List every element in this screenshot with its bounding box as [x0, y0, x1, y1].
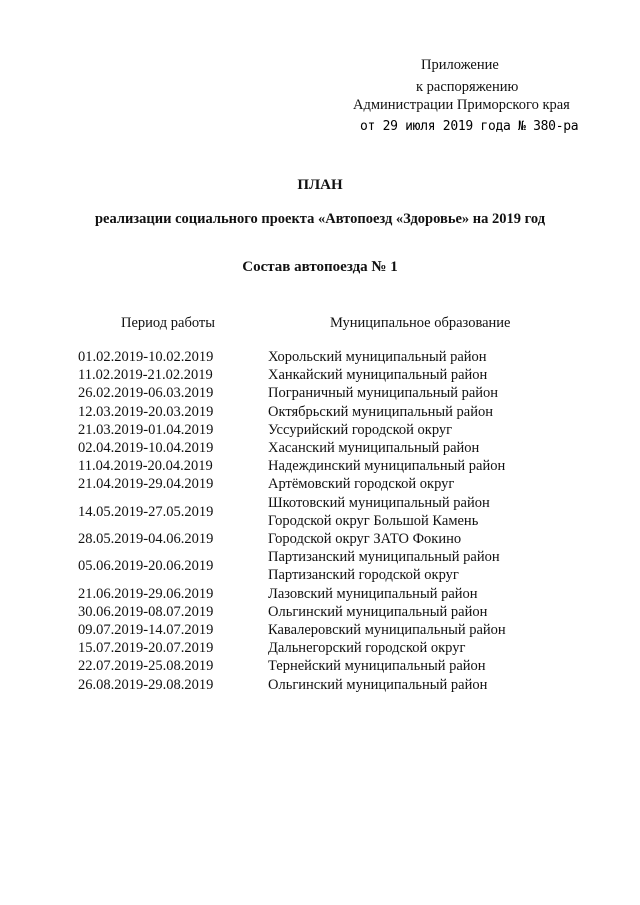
train-section-title: Состав автопоезда № 1: [242, 259, 398, 275]
table-row: [0, 439, 640, 457]
municipality-name: Октябрьский муниципальный район: [268, 403, 493, 420]
municipality-cell: [268, 457, 505, 475]
plan-title: ПЛАН: [297, 177, 343, 193]
municipality-cell: [268, 403, 493, 421]
municipality-name: Городской округ ЗАТО Фокино: [268, 531, 462, 548]
table-row: [0, 657, 640, 675]
table-row: [0, 530, 640, 548]
table-row: [0, 548, 640, 584]
period-cell: 22.07.2019-25.08.2019: [78, 658, 214, 675]
municipality-cell: [268, 475, 454, 493]
table-row: [0, 457, 640, 475]
municipality-name: Хорольский муниципальный район: [268, 349, 487, 365]
period-cell: 21.03.2019-01.04.2019: [78, 421, 214, 438]
municipality-name: Уссурийский городской округ: [268, 421, 453, 438]
period-cell: 09.07.2019-14.07.2019: [78, 622, 214, 639]
municipality-cell: [268, 348, 487, 366]
municipality-cell: [268, 639, 465, 657]
municipality-name: Дальнегорский городской округ: [268, 640, 466, 657]
table-row: [0, 366, 640, 384]
municipality-name: Городской округ Большой Камень: [268, 512, 479, 529]
annex-date-stamp: от 29 июля 2019 года № 380-ра: [360, 119, 579, 134]
column-header-municipality: Муниципальное образование: [330, 315, 511, 331]
municipality-name: Партизанский городской округ: [268, 567, 459, 584]
municipality-name: Кавалеровский муниципальный район: [268, 622, 506, 639]
municipality-name: Ольгинский муниципальный район: [268, 603, 488, 620]
table-row: [0, 348, 640, 366]
municipality-name: Ольгинский муниципальный район: [268, 676, 488, 693]
table-row: [0, 676, 640, 694]
municipality-name: Артёмовский городской округ: [268, 476, 455, 493]
municipality-name: Пограничный муниципальный район: [268, 385, 499, 402]
municipality-cell: [268, 494, 490, 530]
municipality-cell: [268, 421, 452, 439]
table-row: [0, 421, 640, 439]
table-row: [0, 639, 640, 657]
period-cell: 30.06.2019-08.07.2019: [78, 603, 214, 620]
table-row: [0, 603, 640, 621]
municipality-name: Надеждинский муниципальный район: [268, 458, 506, 475]
municipality-cell: [268, 676, 487, 694]
municipality-cell: [268, 603, 487, 621]
municipality-name: Лазовский муниципальный район: [268, 585, 478, 602]
period-cell: 14.05.2019-27.05.2019: [78, 503, 214, 520]
table-row: [0, 384, 640, 402]
column-header-period: Период работы: [121, 315, 215, 331]
period-cell: 26.02.2019-06.03.2019: [78, 385, 214, 402]
plan-subtitle: реализации социального проекта «Автопоезд «Здоровье» на 2019 год: [94, 211, 546, 227]
municipality-name: Хасанский муниципальный район: [268, 440, 480, 457]
schedule-table: [0, 348, 640, 694]
period-cell: 11.04.2019-20.04.2019: [78, 458, 213, 475]
table-row: [0, 475, 640, 493]
table-row: [0, 621, 640, 639]
municipality-cell: [268, 621, 506, 639]
table-row: [0, 585, 640, 603]
period-cell: 26.08.2019-29.08.2019: [78, 676, 214, 693]
municipality-cell: [268, 585, 478, 603]
municipality-cell: [268, 657, 486, 675]
municipality-cell: [268, 366, 487, 384]
period-cell: 21.06.2019-29.06.2019: [78, 585, 214, 602]
annex-reference-line: к распоряжению: [416, 79, 519, 95]
municipality-name: Ханкайский муниципальный район: [268, 367, 488, 384]
municipality-name: Тернейский муниципальный район: [268, 658, 486, 675]
municipality-cell: [268, 384, 498, 402]
municipality-name: Партизанский муниципальный район: [268, 549, 500, 566]
period-cell: 28.05.2019-04.06.2019: [78, 531, 214, 548]
municipality-cell: [268, 439, 479, 457]
period-cell: 12.03.2019-20.03.2019: [78, 403, 214, 420]
period-cell: 01.02.2019-10.02.2019: [78, 349, 214, 365]
annex-authority-line: Администрации Приморского края: [353, 97, 570, 113]
municipality-name: Шкотовский муниципальный район: [268, 494, 490, 511]
table-row: [0, 494, 640, 530]
annex-title: Приложение: [421, 57, 499, 73]
municipality-cell: [268, 548, 500, 584]
period-cell: 11.02.2019-21.02.2019: [78, 367, 213, 384]
period-cell: 15.07.2019-20.07.2019: [78, 640, 214, 657]
municipality-cell: [268, 530, 461, 548]
period-cell: 21.04.2019-29.04.2019: [78, 476, 214, 493]
period-cell: 02.04.2019-10.04.2019: [78, 440, 214, 457]
period-cell: 05.06.2019-20.06.2019: [78, 558, 214, 575]
table-row: [0, 403, 640, 421]
